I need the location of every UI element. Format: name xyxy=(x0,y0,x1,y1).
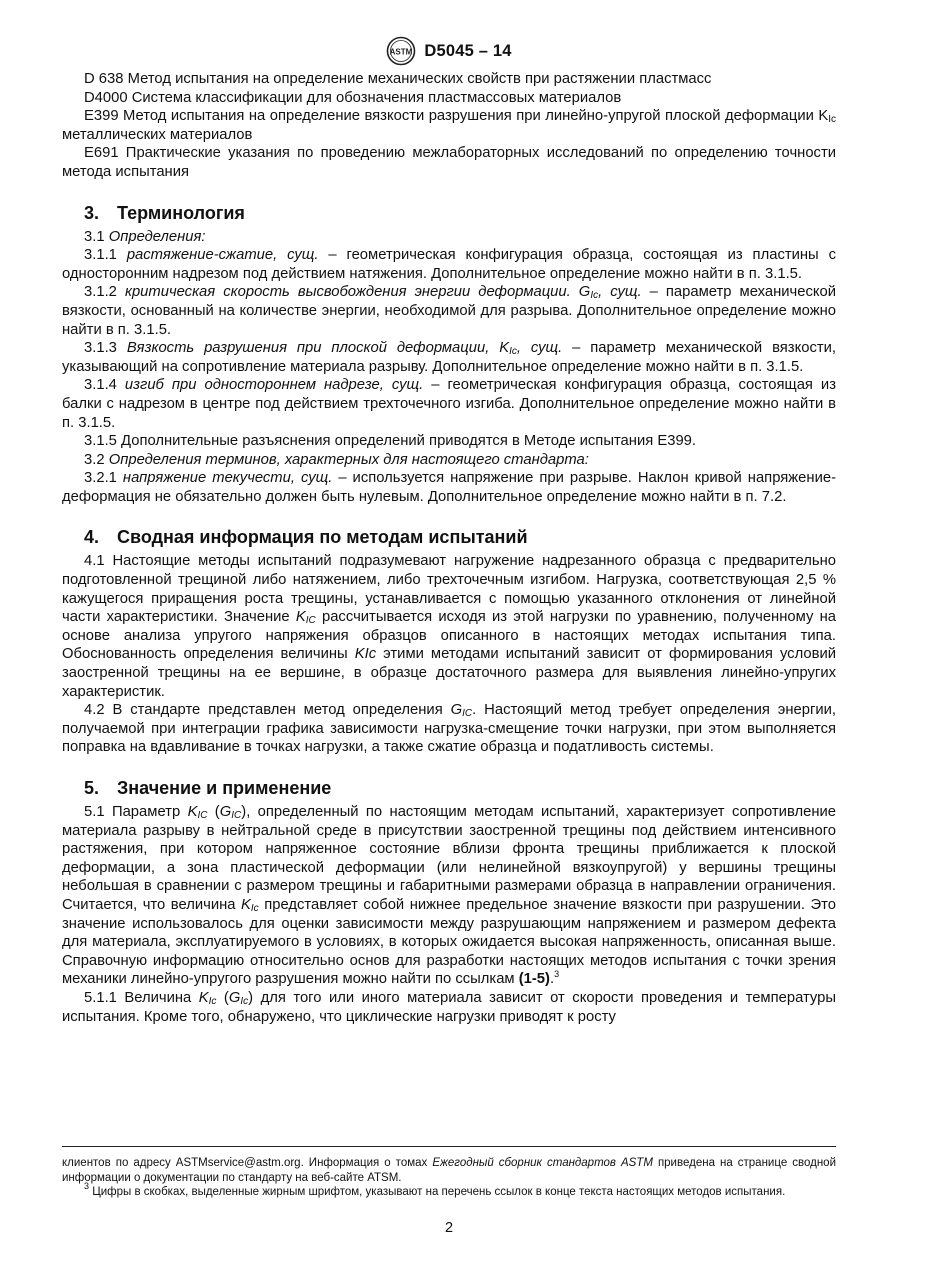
footnotes xyxy=(62,1156,836,1200)
section-5-heading: 5. Значение и применение xyxy=(84,778,332,798)
standard-designation: D5045 – 14 xyxy=(424,41,512,60)
document-body xyxy=(62,70,836,1026)
para-3-1-5: 3.1.5 Дополнительные разъяснения определений приводятся в Методе испытания E399. xyxy=(84,433,697,450)
para-3-2: 3.2 Определения терминов, характерных для настоящего стандарта: xyxy=(84,451,589,468)
ref-d4000: D4000 Система классификации для обозначения пластмассовых материалов xyxy=(84,89,622,106)
footnote-divider xyxy=(62,1146,836,1147)
section-4-heading: 4. Сводная информация по методам испытаний xyxy=(84,527,528,548)
para-5-1-1: 5.1.1 Величина $K_{Ic}$ $(G_{Ic})$ для того или иного материала зависит от скорости проведения и температуры испытания. Кроме того, обнаружено, что циклические нагрузки приводят к росту xyxy=(62,989,837,1025)
ref-d638: D 638 Метод испытания на определение механических свойств при растяжении пластмасс xyxy=(84,71,712,87)
footnote-continued: клиентов по адресу ASTMservice@astm.org. Информация о томах Ежегодный сборник стандартов ASTM приведена на странице сводной информации о документации по стандарту на веб-сайте ATSM. xyxy=(62,1157,836,1184)
ref-e399: E399 Метод испытания на определение вязкости разрушения при линейно-упругой плоской деформации $K_{Ic}$ металлических материалов xyxy=(62,108,837,143)
para-3-2-1: 3.2.1 напряжение текучести, сущ. – используется напряжение при разрыве. Наклон кривой напряжение-деформация не обязательно должен быть нулевым. Дополнительное определение можно найти в п. 7.2. xyxy=(62,470,836,505)
section-3-heading: 3. Терминология xyxy=(84,202,245,223)
para-5-1: 5.1 Параметр $K_{IC}$ $(G_{IC})$, определенный по настоящим методам испытаний, характеризует сопротивление материала разрыву в нейтральной среде в присутствии заостренной трещины под действием интенсивного растяжения, при котором напряженное состояние вблизи фронта трещины приближается к плоской деформации, а зона пластической деформации (или нелинейной вязкоупругой) у вершины трещины небольшая в сравнении с размером трещины и габаритными размерами образца в направлении ограничения. Считается, что величина $K_{Ic}$ представляет собой нижнее предельное значение вязкости при разрушении. Это значение использовалось для оценки зависимости между разрушающим напряжением и размером дефекта для материала, эксплуатируемого в условиях, в которых ожидается высокая напряженность, описанная выше. Справочную информацию относительно основ для разработки настоящих методов испытания с точки зрения механики линейно-упругого разрушения можно найти по ссылкам (1-5).$^3$ xyxy=(62,804,837,988)
footnote-marker: 3 xyxy=(554,969,560,980)
para-3-1-1: 3.1.1 растяжение-сжатие, сущ. – геометрическая конфигурация образца, состоящая из пластины с односторонним надрезом под действием натяжения. Дополнительное определение можно найти в п. 3.1.5. xyxy=(62,247,836,282)
page-header xyxy=(62,36,836,66)
para-3-1: 3.1 Определения: xyxy=(84,228,206,245)
para-3-1-2: 3.1.2 критическая скорость высвобождения энергии деформации. $G_{Ic}$, сущ. – параметр механической вязкости, основанный на количестве энергии, необходимой для разрыва. Дополнительное определение можно найти в п. 3.1.5. xyxy=(62,284,836,338)
ref-e691: E691 Практические указания по проведению межлабораторных исследований по определению точности метода испытания xyxy=(62,145,836,180)
logo-text: ASTM xyxy=(389,47,413,57)
footnote-3: $^3$ Цифры в скобках, выделенные жирным шрифтом, указывают на перечень ссылок в конце текста настоящих методов испытания. xyxy=(84,1181,786,1198)
page-number: 2 xyxy=(444,1220,454,1236)
para-4-1: 4.1 Настоящие методы испытаний подразумевают нагружение надрезанного образца с предварительно подготовленной трещиной либо натяжением, либо трехточечным изгибом. Нагрузка, соответствующая 2,5 % кажущегося приращения роста трещины, устанавливается с помощью указанного отклонения от линейной части характеристики. Значение $K_{IC}$ рассчитывается исходя из этой нагрузки по уравнению, полученному на основе анализа упругого напряжения образцов описанного в настоящих методах испытания типа. Обоснованность определения величины KIc этими методами испытаний зависит от формирования условий заостренной трещины на ее вершине, в образце достаточного размера для выявления линейно-упругих характеристик. xyxy=(62,553,836,700)
astm-logo-icon xyxy=(386,36,416,66)
para-3-1-3: 3.1.3 Вязкость разрушения при плоской деформации, $K_{Ic}$, сущ. – параметр механической вязкости, указывающий на сопротивление материала разрыву. Дополнительное определение можно найти в п. 3.1.5. xyxy=(62,340,836,375)
para-3-1-4: 3.1.4 изгиб при одностороннем надрезе, сущ. – геометрическая конфигурация образца, состоящая из балки с надрезом в центре под действием трехточечного изгиба. Дополнительное определение можно найти в п. 3.1.5. xyxy=(62,377,836,431)
para-4-2: 4.2 В стандарте представлен метод определения $G_{IC}$. Настоящий метод требует определения энергии, получаемой при интеграции графика зависимости нагрузка-смещение точки нагрузки, при этом выполняется поправка на вдавливание в точках нагрузки, а также сжатие образца и податливость системы. xyxy=(62,702,836,756)
reference-numbers: (1-5) xyxy=(518,971,550,988)
